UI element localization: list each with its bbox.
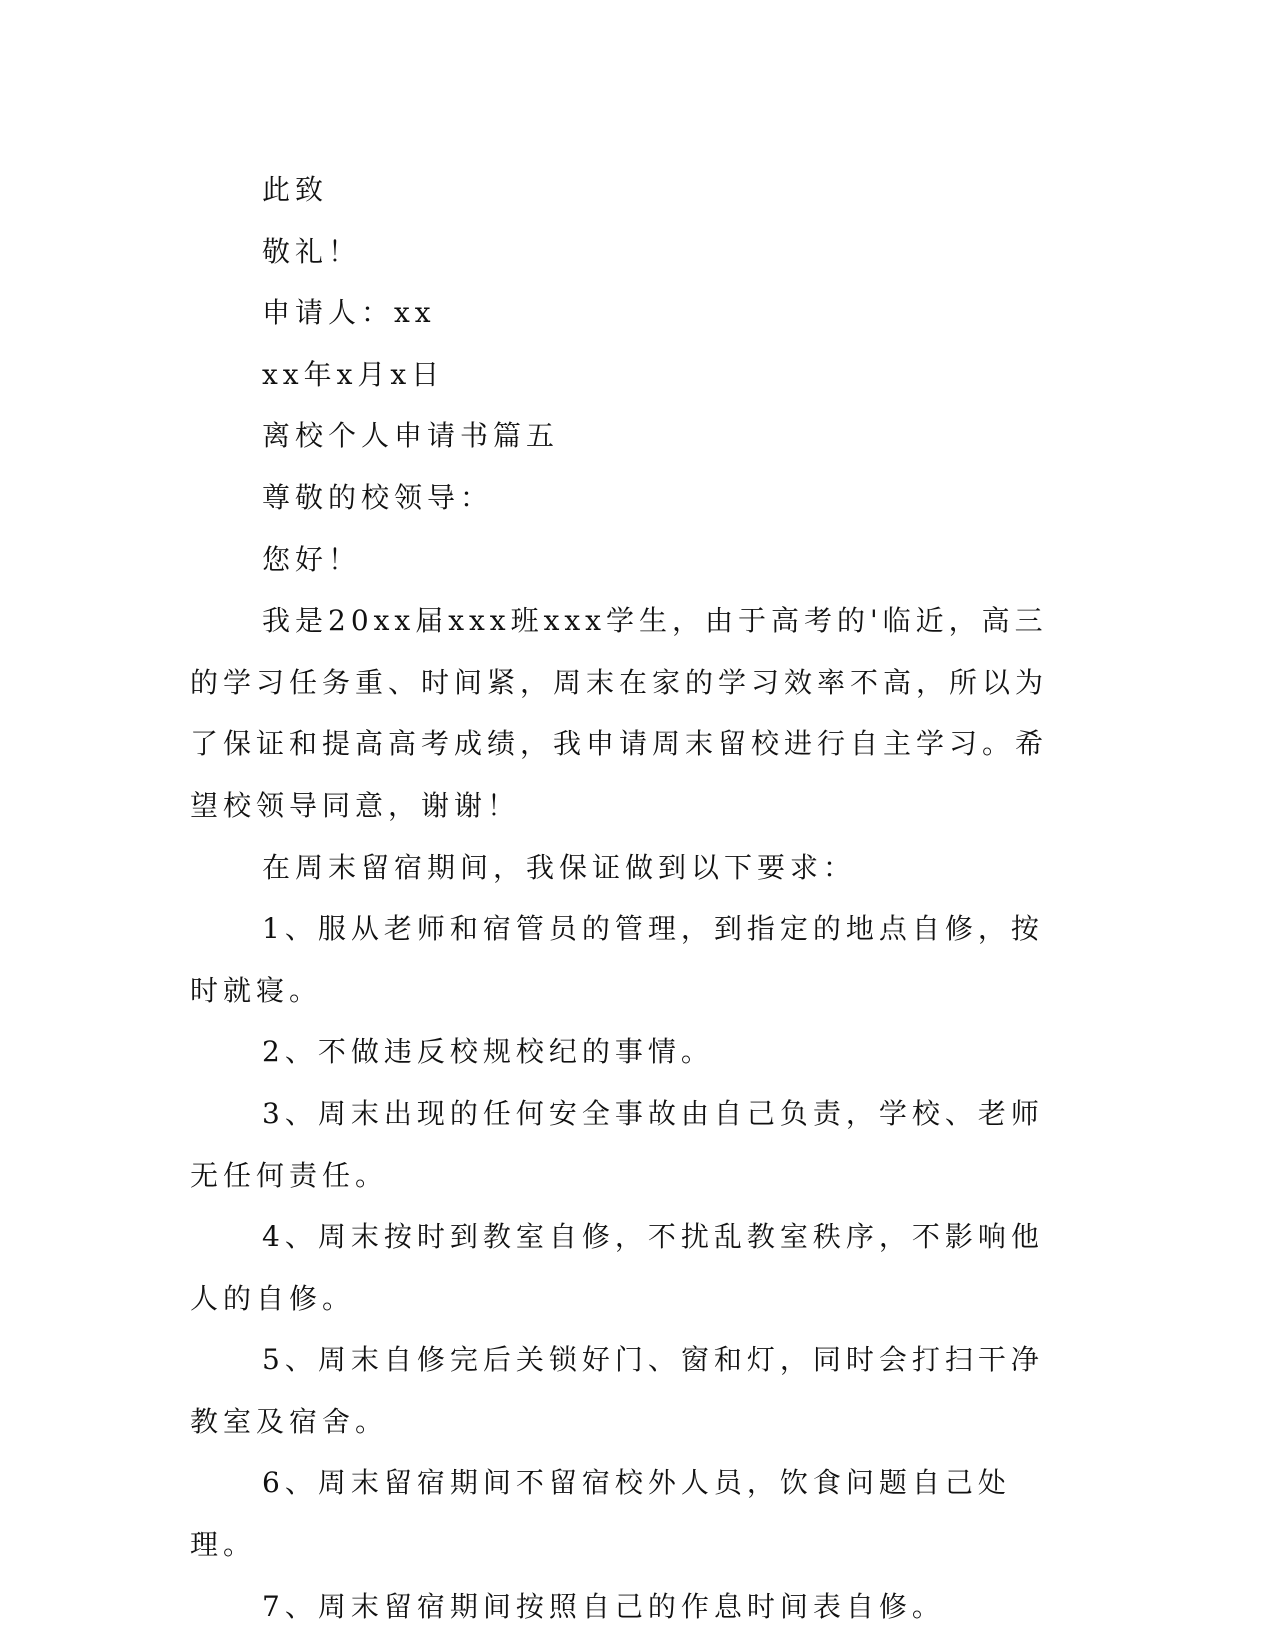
closing-line: 此致 — [262, 173, 329, 206]
greeting-recipient: 尊敬的校领导： — [262, 480, 494, 514]
requirements-intro: 在周末留宿期间，我保证做到以下要求： — [262, 850, 857, 884]
date-line: xx年x月x日 — [262, 357, 445, 391]
section-title: 离校个人申请书篇五 — [262, 419, 560, 453]
requirement-item-5: 5、周末自修完后关锁好门、窗和灯，同时会打扫干净教室及宿舍。 — [190, 1343, 1044, 1438]
requirement-item-2: 2、不做违反校规校纪的事情。 — [262, 1035, 714, 1069]
body-paragraph: 我是20xx届xxx班xxx学生，由于高考的'临近，高三的学习任务重、时间紧，周末在家的学习效率不高，所以为了保证和提高高考成绩，我申请周末留校进行自主学习。希望校领导同意，谢谢！ — [190, 604, 1049, 822]
requirement-item-7: 7、周末留宿期间按照自己的作息时间表自修。 — [262, 1589, 945, 1623]
requirement-item-4: 4、周末按时到教室自修，不扰乱教室秩序，不影响他人的自修。 — [190, 1220, 1044, 1315]
applicant-line: 申请人：xx — [262, 296, 436, 330]
greeting-line: 您好！ — [262, 542, 362, 576]
document-body — [190, 159, 1070, 1637]
salutation-line: 敬礼！ — [262, 234, 362, 268]
requirement-item-6: 6、周末留宿期间不留宿校外人员，饮食问题自己处理。 — [190, 1466, 1011, 1562]
requirement-item-1: 1、服从老师和宿管员的管理，到指定的地点自修，按时就寝。 — [190, 912, 1044, 1007]
requirement-item-3: 3、周末出现的任何安全事故由自己负责，学校、老师无任何责任。 — [190, 1096, 1044, 1192]
